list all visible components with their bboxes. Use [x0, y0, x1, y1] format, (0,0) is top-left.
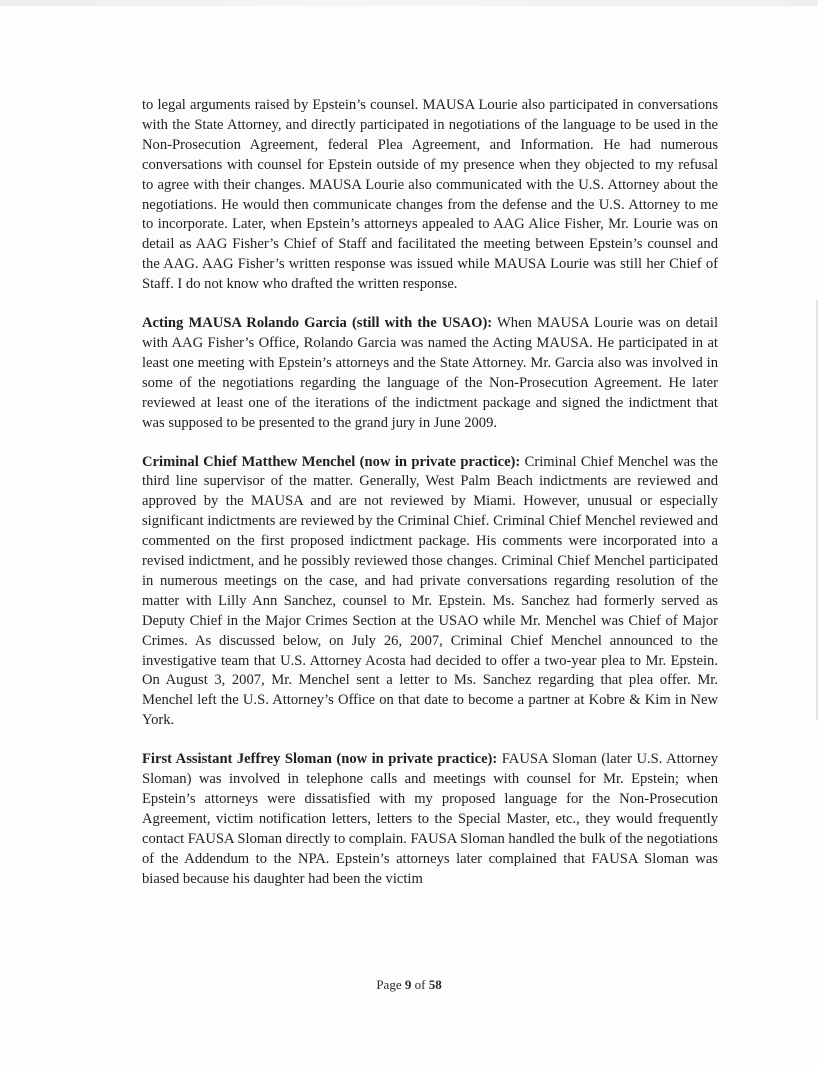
scan-header-artifact	[0, 0, 818, 6]
paragraph-text: Criminal Chief Menchel was the third line supervisor of the matter. Generally, West Palm Beach indictments are reviewed and approved by the MAUSA and are not reviewed by Miami. However, unusual or especially significant indictments are reviewed by the Criminal Chief. Criminal Chief Menchel reviewed and commented on the first proposed indictment package. His comments were incorporated into a revised indictment, and he possibly reviewed those changes. Criminal Chief Menchel participated in numerous meetings on the case, and had private conversations regarding resolution of the matter with Lilly Ann Sanchez, counsel to Mr. Epstein. Ms. Sanchez had formerly served as Deputy Chief in the Major Crimes Section at the USAO while Mr. Menchel was Chief of Major Crimes. As discussed below, on July 26, 2007, Criminal Chief Menchel announced to the investigative team that U.S. Attorney Acosta had decided to offer a two-year plea to Mr. Epstein. On August 3, 2007, Mr. Menchel sent a letter to Ms. Sanchez regarding that plea offer. Mr. Menchel left the U.S. Attorney’s Office on that date to become a partner at Kobre & Kim in New York.	[142, 453, 718, 729]
paragraph-garcia	[142, 314, 718, 433]
page-total: 58	[428, 977, 442, 992]
paragraph-lead: First Assistant Jeffrey Sloman (now in private practice):	[142, 751, 498, 768]
page-footer	[0, 977, 818, 993]
paragraph-lourie-continued	[142, 96, 718, 295]
paragraph-text: When MAUSA Lourie was on detail with AAG Fisher’s Office, Rolando Garcia was named the Acting MAUSA. He participated in at least one meeting with Epstein’s attorneys and the State Attorney. Mr. Garcia also was involved in some of the negotiations regarding the language of the Non-Prosecution Agreement. He later reviewed at least one of the iterations of the indictment package and signed the indictment that was supposed to be presented to the grand jury in June 2009.	[142, 315, 718, 431]
paragraph-menchel	[142, 453, 718, 732]
page-label: Page	[376, 977, 405, 992]
page-number: 9	[404, 977, 412, 992]
paragraph-text: FAUSA Sloman (later U.S. Attorney Sloman) was involved in telephone calls and meetings with counsel for Mr. Epstein; when Epstein’s attorneys were dissatisfied with my proposed language for the Non-Prosecution Agreement, victim notification letters, letters to the Special Master, etc., they would frequently contact FAUSA Sloman directly to complain. FAUSA Sloman handled the bulk of the negotiations of the Addendum to the NPA. Epstein’s attorneys later complained that FAUSA Sloman was biased because his daughter had been the victim	[142, 751, 718, 887]
paragraph-lead: Criminal Chief Matthew Menchel (now in private practice):	[142, 453, 521, 470]
page-of-label: of	[411, 977, 429, 992]
paragraph-text: to legal arguments raised by Epstein’s counsel. MAUSA Lourie also participated in conversations with the State Attorney, and directly participated in negotiations of the language to be used in the Non-Prosecution Agreement, federal Plea Agreement, and Information. He had numerous conversations with counsel for Epstein outside of my presence when they objected to my refusal to agree with their changes. MAUSA Lourie also communicated with the U.S. Attorney about the negotiations. He would then communicate changes from the defense and the U.S. Attorney to me to incorporate. Later, when Epstein’s attorneys appealed to AAG Alice Fisher, Mr. Lourie was on detail as AAG Fisher’s Chief of Staff and facilitated the meeting between Epstein’s counsel and the AAG. AAG Fisher’s written response was issued while MAUSA Lourie was still her Chief of Staff. I do not know who drafted the written response.	[142, 97, 718, 293]
document-body	[142, 96, 718, 909]
paragraph-lead: Acting MAUSA Rolando Garcia (still with the USAO):	[142, 315, 493, 332]
paragraph-sloman	[142, 750, 718, 889]
